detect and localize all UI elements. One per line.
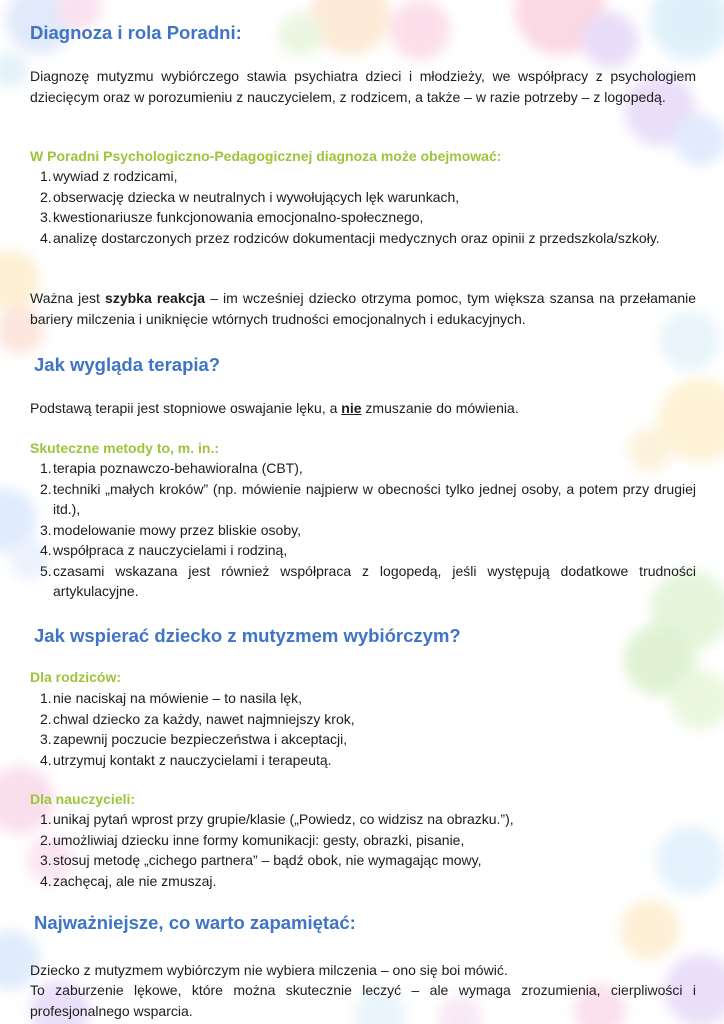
subheading-for-parents: Dla rodziców:	[30, 669, 122, 685]
heading-therapy: Jak wygląda terapia?	[34, 354, 221, 375]
list-item: 5. czasami wskazana jest również współpraca z logopedą, jeśli występują dodatkowe trudności artykulacyjne.	[40, 562, 696, 599]
diagnosis-paragraph: Diagnozę mutyzmu wybiórczego stawia psychiatra dzieci i młodzieży, we współpracy z psychologiem dziecięcym oraz w porozumieniu z nauczycielem, z rodzicem, a także – w razie potrzeby – z logopedą.	[30, 68, 696, 105]
list-item: 1. unikaj pytań wprost przy grupie/klasie („Powiedz, co widzisz na obrazku.”),	[40, 811, 514, 827]
list-item: 3. modelowanie mowy przez bliskie osoby,	[40, 521, 301, 538]
not-emphasis: nie	[341, 400, 362, 416]
list-item: 4. zachęcaj, ale nie zmuszaj.	[40, 872, 217, 889]
heading-support: Jak wspierać dziecko z mutyzmem wybiórczym?	[34, 625, 461, 646]
heading-summary: Najważniejsze, co warto zapamiętać:	[34, 912, 356, 933]
subheading-effective-methods: Skuteczne metody to, m. in.:	[30, 440, 220, 456]
therapy-basis-paragraph: Podstawą terapii jest stopniowe oswajanie lęku, a nie zmuszanie do mówienia.	[30, 400, 519, 416]
diagnosis-list	[40, 166, 696, 248]
subheading-for-teachers: Dla nauczycieli:	[30, 791, 136, 807]
list-item: 3. kwestionariusze funkcjonowania emocjonalno-społecznego,	[40, 209, 424, 225]
summary-line-2: To zaburzenie lękowe, które można skutecznie leczyć – ale wymaga zrozumienia, cierpliwości i profesjonalnego wsparcia.	[30, 982, 696, 1019]
list-item: 1. terapia poznawczo-behawioralna (CBT),	[40, 460, 303, 476]
summary-line-1: Dziecko z mutyzmem wybiórczym nie wybiera milczenia – ono się boi mówić.	[30, 962, 508, 978]
list-item: 2. umożliwiaj dziecku inne formy komunikacji: gesty, obrazki, pisanie,	[40, 831, 465, 848]
quick-reaction-paragraph: Ważna jest szybka reakcja – im wcześniej dziecko otrzyma pomoc, tym większa szansa na przełamanie bariery milczenia i uniknięcie wtórnych trudności emocjonalnych i edukacyjnych.	[30, 290, 697, 327]
list-item: 3. stosuj metodę „cichego partnera” – bądź obok, nie wymagając mowy,	[40, 852, 482, 868]
list-item: 1. nie naciskaj na mówienie – to nasila lęk,	[40, 690, 303, 706]
heading-diagnosis: Diagnoza i rola Poradni:	[30, 22, 242, 43]
list-item: 4. analizę dostarczonych przez rodziców dokumentacji medycznych oraz opinii z przedszkola/szkoły.	[40, 229, 660, 246]
list-item: 4. współpraca z nauczycielami i rodziną,	[40, 542, 288, 558]
list-item: 4. utrzymuj kontakt z nauczycielami i terapeutą.	[40, 751, 332, 768]
list-item: 1. wywiad z rodzicami,	[40, 168, 178, 184]
list-item: 2. chwal dziecko za każdy, nawet najmniejszy krok,	[40, 710, 355, 727]
quick-reaction-emphasis: szybka reakcja	[105, 290, 206, 306]
subheading-diagnosis-scope: W Poradni Psychologiczno-Pedagogicznej diagnoza może obejmować:	[30, 148, 502, 164]
methods-list	[40, 458, 696, 602]
list-item: 3. zapewnij poczucie bezpieczeństwa i akceptacji,	[40, 731, 348, 747]
list-item: 2. obserwację dziecka w neutralnych i wywołujących lęk warunkach,	[40, 188, 460, 205]
list-item: 2. techniki „małych kroków” (np. mówienie najpierw w obecności tylko jednej osoby, a potem przy drugiej itd.),	[40, 480, 696, 517]
teachers-list	[40, 809, 696, 891]
parents-list	[40, 688, 696, 770]
